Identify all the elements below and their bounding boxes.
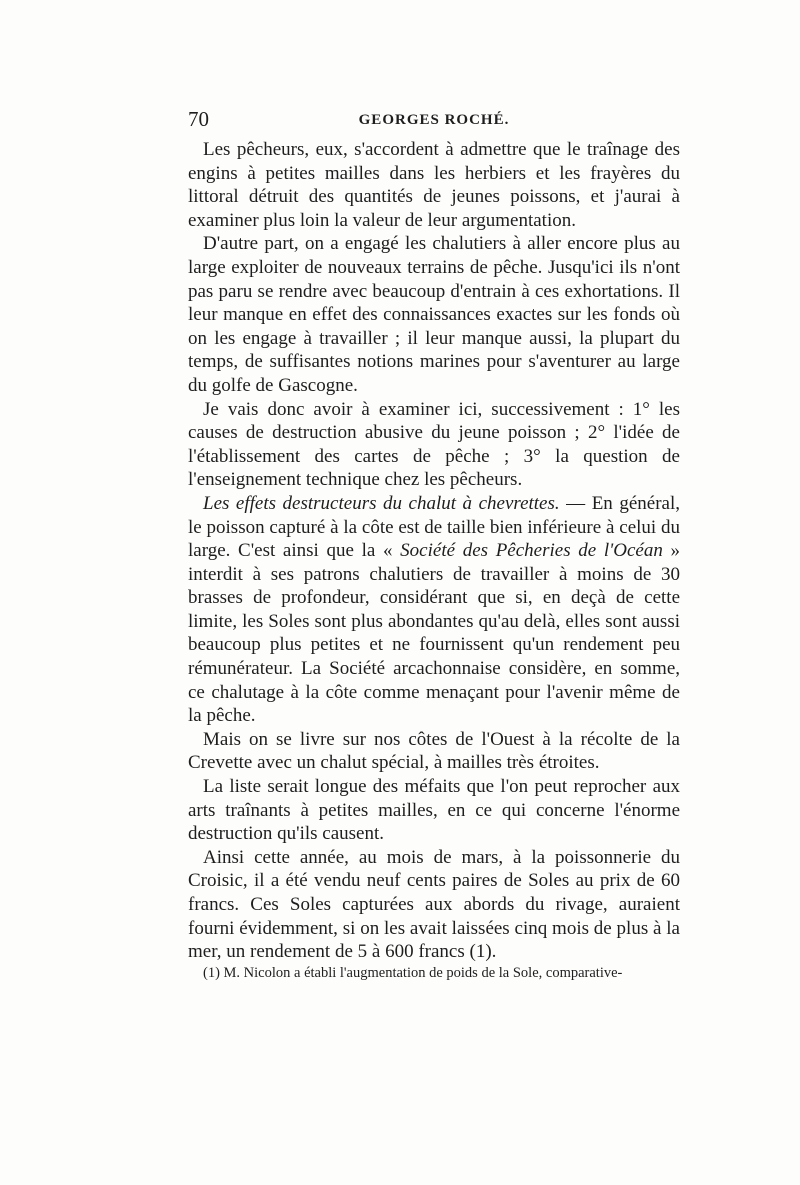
paragraph: Les pêcheurs, eux, s'accordent à admettre que le traînage des engins à petites mailles dans les herbiers et les frayères du littoral détruit des quantités de jeunes poissons, et j'aurai à examiner plus loin la valeur de leur argumentation. (188, 139, 680, 231)
section-heading-italic: Les effets destructeurs du chalut à chevrettes. (203, 492, 560, 514)
paragraph: D'autre part, on a engagé les chalutiers à aller encore plus au large exploiter de nouveaux terrains de pêche. Jusqu'ici ils n'ont pas paru se rendre avec beaucoup d'entrain à ces exhortations. Il leur manque en effet des connaissances exactes sur les fonds où on les engage à travailler ; il leur manque aussi, la plupart du temps, de suffisantes notions marines pour s'aventurer au large du golfe de Gascogne. (188, 233, 680, 396)
footnote: (1) M. Nicolon a établi l'augmentation de poids de la Sole, comparative- (203, 965, 623, 981)
paragraph: Je vais donc avoir à examiner ici, successivement : 1° les causes de destruction abusive du jeune poisson ; 2° l'idée de l'établissement des cartes de pêche ; 3° la question de l'enseignement technique chez les pêcheurs. (188, 398, 680, 491)
paragraph (188, 492, 680, 728)
paragraph-text: » interdit à ses patrons chalutiers de travailler à moins de 30 brasses de profondeur, considérant que si, en deçà de cette limite, les Soles sont plus abondantes qu'au delà, elles sont aussi beaucoup plus petites et ne fournissent qu'un rendement peu rémunérateur. La Société arcachonnaise considère, en somme, ce chalutage à la côte comme menaçant pour l'avenir même de la pêche. (188, 540, 681, 727)
page-header (188, 106, 680, 136)
paragraph: Ainsi cette année, au mois de mars, à la poissonnerie du Croisic, il a été vendu neuf cents paires de Soles au prix de 60 francs. Ces Soles capturées aux abords du rivage, auraient fourni évidemment, si on les avait laissées cinq mois de plus à la mer, un rendement de 5 à 600 francs (1). (188, 846, 680, 963)
page-number: 70 (188, 107, 209, 131)
running-head: GEORGES ROCHÉ. (358, 112, 510, 128)
body-text (188, 138, 680, 964)
paragraph-text: — En général, le poisson capturé à la côte est de taille bien inférieure à celui du large. C'est ainsi que la « (188, 492, 680, 562)
paragraph: Mais on se livre sur nos côtes de l'Ouest à la récolte de la Crevette avec un chalut spécial, à mailles très étroites. (188, 728, 680, 774)
paragraph: La liste serait longue des méfaits que l'on peut reprocher aux arts traînants à petites mailles, en ce qui concerne l'énorme destruction qu'ils causent. (188, 776, 680, 845)
society-name-italic: Société des Pêcheries de l'Océan (400, 540, 663, 562)
